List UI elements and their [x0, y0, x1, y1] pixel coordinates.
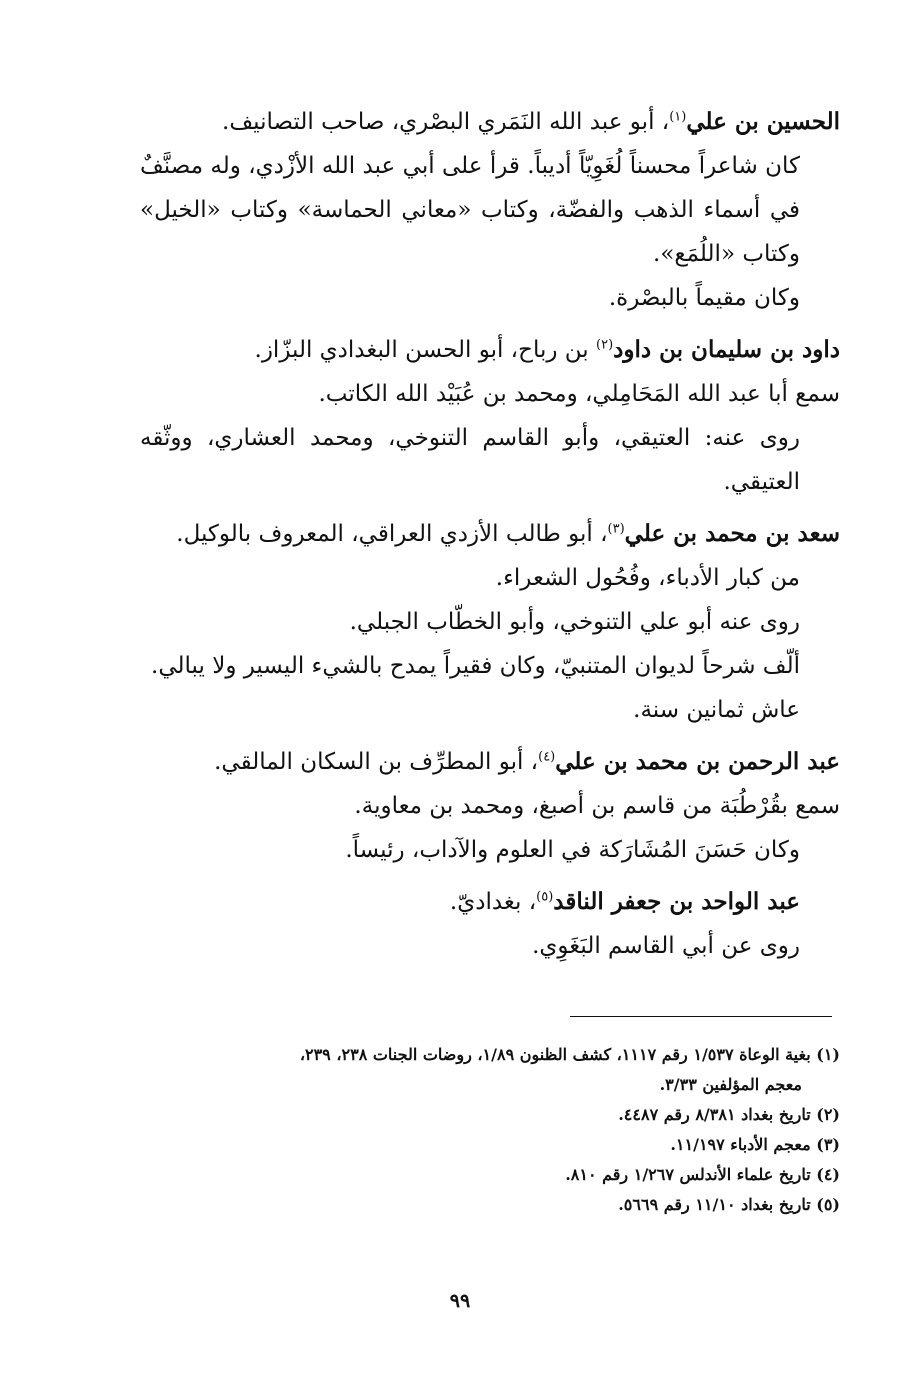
footnote-number: (١)	[816, 1045, 840, 1064]
entry-paragraph: ألّف شرحاً لديوان المتنبيّ، وكان فقيراً يمدح بالشيء اليسير ولا يبالي.	[151, 653, 800, 679]
entry-heading	[140, 512, 840, 556]
entry-name: عبد الواحد بن جعفر الناقد	[553, 888, 800, 915]
entry-paragraph: وكان حَسَنَ المُشَارَكة في العلوم والآداب، رئيساً.	[345, 837, 800, 863]
entry-heading-rest: ، أبو طالب الأزدي العراقي، المعروف بالوكيل.	[176, 521, 608, 547]
entry-name: عبد الرحمن بن محمد بن علي	[555, 748, 840, 775]
entry-abd-al-wahid	[140, 880, 840, 968]
footnote-text: تاريخ بغداد ٨/٣٨١ رقم ٤٤٨٧.	[618, 1105, 811, 1124]
entry-dawud	[140, 328, 840, 504]
entry-paragraph: عاش ثمانين سنة.	[633, 697, 800, 723]
entry-heading-rest: ، أبو المطرِّف بن السكان المالقي.	[214, 749, 539, 775]
footnote-number: (٢)	[816, 1105, 840, 1124]
footnote-number: (٤)	[816, 1165, 840, 1184]
page-number: ٩٩	[449, 1290, 471, 1312]
footnote-ref: (٥)	[536, 889, 554, 905]
footnote-text-continued: معجم المؤلفين ٣/٣٣.	[659, 1075, 802, 1094]
footnote-number: (٥)	[816, 1195, 840, 1214]
entry-paragraph: سمع بقُرْطُبَة من قاسم بن أصبغ، ومحمد بن معاوية.	[354, 793, 840, 819]
footnote	[140, 1190, 840, 1220]
footnote	[140, 1160, 840, 1190]
footnote-text: تاريخ علماء الأندلس ١/٢٦٧ رقم ٨١٠.	[565, 1165, 811, 1184]
entry-heading	[140, 740, 840, 784]
entry-heading-rest: بن رباح، أبو الحسن البغدادي البزّاز.	[254, 337, 597, 363]
entry-paragraph: كان شاعراً محسناً لُغَوِيّاً أديباً. قرأ على أبي عبد الله الأزْدي، وله مصنَّفٌ في أسماء الذهب والفضّة، وكتاب «معاني الحماسة» وكتاب «الخيل» وكتاب «اللُمَع».	[140, 153, 800, 267]
entry-paragraph: سمع أبا عبد الله المَحَامِلي، ومحمد بن عُبَيْد الله الكاتب.	[318, 381, 840, 407]
entry-paragraph: روى عنه أبو علي التنوخي، وأبو الخطّاب الجبلي.	[349, 609, 800, 635]
footnote-ref: (١)	[669, 109, 687, 125]
entry-paragraph: روى عنه: العتيقي، وأبو القاسم التنوخي، ومحمد العشاري، ووثّقه العتيقي.	[140, 425, 800, 495]
footnote	[140, 1130, 840, 1160]
footnote-number: (٣)	[816, 1135, 840, 1154]
footnote-separator	[570, 1016, 832, 1017]
footnote	[140, 1100, 840, 1130]
entry-heading	[140, 328, 840, 372]
entry-sad	[140, 512, 840, 732]
main-text	[140, 100, 840, 976]
entry-name: الحسين بن علي	[686, 108, 840, 135]
entry-paragraph: من كبار الأدباء، وفُحُول الشعراء.	[495, 565, 800, 591]
footnotes	[140, 1040, 840, 1220]
footnote-ref: (٢)	[596, 337, 614, 353]
entry-name: سعد بن محمد بن علي	[624, 520, 840, 547]
entry-heading-rest: ، بغداديّ.	[449, 889, 537, 915]
entry-heading-rest: ، أبو عبد الله النَمَري البصْري، صاحب التصانيف.	[222, 109, 670, 135]
entry-al-husayn	[140, 100, 840, 320]
entry-heading	[140, 880, 840, 924]
footnote-ref: (٣)	[607, 521, 625, 537]
entry-name: داود بن سليمان بن داود	[613, 336, 840, 363]
footnote-ref: (٤)	[538, 749, 556, 765]
footnote-text: معجم الأدباء ١١/١٩٧.	[670, 1135, 811, 1154]
entry-paragraph: وكان مقيماً بالبصْرة.	[608, 285, 800, 311]
footnote-text: تاريخ بغداد ١١/١٠ رقم ٥٦٦٩.	[618, 1195, 811, 1214]
entry-heading	[140, 100, 840, 144]
footnote-text: بغية الوعاة ١/٥٣٧ رقم ١١١٧، كشف الظنون ١/٨٩، روضات الجنات ٢٣٨، ٢٣٩،	[299, 1045, 811, 1064]
entry-abd-al-rahman	[140, 740, 840, 872]
entry-paragraph: روى عن أبي القاسم البَغَوِي.	[532, 933, 800, 959]
footnote	[140, 1040, 840, 1100]
